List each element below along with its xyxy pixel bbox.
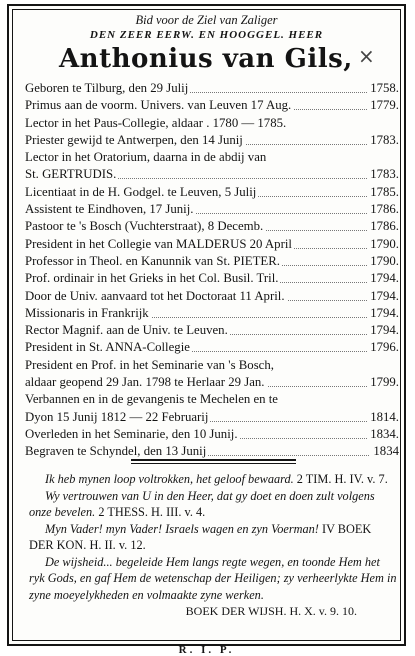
handwritten-mark: × [358,44,375,68]
biography-text: Lector in het Oratorium, daarna in de abdij van [25,150,267,165]
biography-year: 1786. [368,201,399,218]
memorial-card [7,4,406,656]
biography-row [25,391,399,408]
biography-text: Priester gewijd te Antwerpen, den 14 Junij [25,132,243,147]
biography-row [25,115,399,132]
biography-text: Dyon 15 Junij 1812 — 22 Februarij [25,409,209,424]
title-heading: DEN ZEER EERW. EN HOOGGEL. HEER [89,29,324,41]
biography-row [25,97,399,114]
biography-year: 1794. [368,270,399,287]
biography-row [25,426,399,443]
biography-text: Pastoor te 's Bosch (Vuchterstraat), 8 Decemb. [25,219,264,234]
biography-row [25,236,399,253]
prayer-heading: Bid voor de Ziel van Zaliger [135,13,278,27]
biography-row [25,288,399,305]
biography-year: 1796. [368,339,399,356]
biography-text: Verbannen en in de gevangenis te Mechelen en te [25,392,278,407]
quote: De wijsheid... begeleide Hem langs regte wegen, en toonde Hem het ryk Gods, en gaf Hem de wetenschap der Heiligen; zy verheerlykte Hem in zyne moeyelykheden en volmaakte zyne werken. [29,554,397,602]
biography-year: 1786. [368,218,399,235]
biography-text: President in St. ANNA-Collegie [25,340,190,355]
quote: Ik heb mynen loop voltrokken, het geloof bewaard. 2 TIM. H. IV. v. 7. [45,472,388,486]
biography-text: Primus aan de voorm. Univers. van Leuven 17 Aug. [25,98,292,113]
biography-text: Missionaris in Frankrijk [25,305,149,320]
biography-row [25,132,399,149]
biography-text: Lector in het Paus-Collegie, aldaar . 1780 — 1785. [25,115,287,130]
biography-text: President in het Collegie van MALDERUS 20 April [25,236,292,251]
biography-year: 1785. [368,184,399,201]
biography-year: 1794. [368,305,399,322]
biography-text: Licentiaat in de H. Godgel. te Leuven, 5 Julij [25,184,257,199]
biography-text: Geboren te Tilburg, den 29 Julij [25,81,189,95]
biography-row [25,357,399,374]
biography-row [25,80,399,97]
biography-text: Assistent te Eindhoven, 17 Junij. [25,202,194,217]
biography-text: Begraven te Schyndel, den 13 Junij [25,444,207,459]
biography-text: Rector Magnif. aan de Univ. te Leuven. [25,323,228,338]
biography-year: 1794. [368,288,399,305]
biography-year: 1790. [368,236,399,253]
biography-year: 1814. [368,409,399,426]
biography-row [25,339,399,356]
biography-list [25,80,399,461]
scripture-quotes [29,471,397,620]
biography-year: 1790. [368,253,399,270]
quote: Wy vertrouwen van U in den Heer, dat gy doet en doen zult volgens onze bevelen. 2 THESS. H. III. v. 4. [29,488,375,519]
card-inner-border [12,9,401,656]
biography-text: President en Prof. in het Seminarie van 's Bosch, [25,357,274,372]
biography-row [25,218,399,235]
biography-year: 1779. [368,97,399,114]
divider-rule-thin [131,463,296,464]
biography-row [25,322,399,339]
biography-year: 1783. [368,132,399,149]
biography-text: Overleden in het Seminarie, den 10 Junij. [25,426,238,441]
biography-text: Prof. ordinair in het Grieks in het Col. Busil. Tril. [25,271,279,286]
biography-text: aldaar geopend 29 Jan. 1798 te Herlaar 29 Jan. [25,375,265,390]
biography-text: St. GERTRUDIS. [25,167,117,182]
biography-year: 1758. [368,80,399,97]
biography-year: 1834 [371,443,399,460]
biography-row [25,166,399,183]
biography-text: Professor in Theol. en Kanunnik van St. PIETER. [25,253,280,268]
quote: Myn Vader! myn Vader! Israels wagen en zyn Voerman! IV BOEK DER KON. H. II. v. 12. [29,521,372,552]
rip-text: R. I. P. [178,644,235,656]
deceased-name: Anthonius van Gils, [59,44,353,74]
biography-row [25,149,399,166]
biography-row [25,184,399,201]
closing-reference: BOEK DER WIJSH. H. X. v. 9. 10. [185,604,357,618]
biography-year: 1799. [368,374,399,391]
biography-row [25,201,399,218]
biography-year: 1794. [368,322,399,339]
biography-year: 1834. [368,426,399,443]
biography-year: 1783. [368,166,399,183]
biography-row [25,305,399,322]
biography-row [25,253,399,270]
biography-row [25,270,399,287]
biography-row [25,443,399,460]
biography-row [25,374,399,391]
biography-row [25,409,399,426]
biography-text: Door de Univ. aanvaard tot het Doctoraat 11 April. [25,288,285,303]
